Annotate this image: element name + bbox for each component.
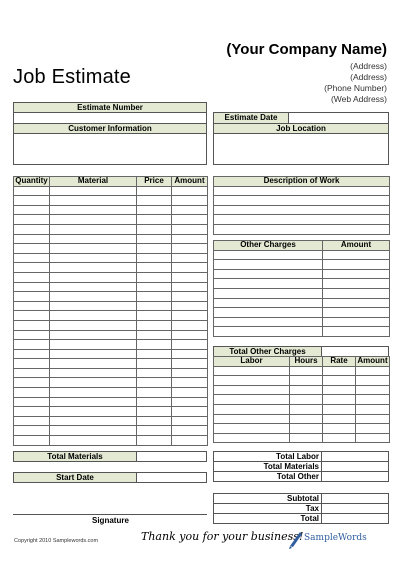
materials-cell[interactable]: [137, 282, 172, 292]
labor-cell[interactable]: [323, 404, 356, 414]
page-title: Job Estimate: [13, 66, 132, 88]
total-labor-label: Total Labor: [276, 452, 319, 461]
materials-cell[interactable]: [50, 282, 137, 292]
materials-cell[interactable]: [172, 272, 208, 282]
other-charges-cell[interactable]: [214, 269, 323, 279]
materials-cell[interactable]: [50, 426, 137, 436]
materials-cell[interactable]: [14, 301, 50, 311]
labor-cell[interactable]: [356, 366, 390, 376]
materials-row: [14, 416, 208, 426]
customer-information-header: Customer Information: [13, 123, 207, 134]
materials-row: [14, 234, 208, 244]
materials-cell[interactable]: [137, 388, 172, 398]
start-date-label: Start Date: [13, 472, 137, 483]
materials-cell[interactable]: [50, 330, 137, 340]
description-row: [214, 205, 390, 215]
other-charges-row: [214, 279, 390, 289]
materials-row: [14, 196, 208, 206]
logo-text: SampleWords: [304, 533, 367, 543]
materials-cell[interactable]: [14, 205, 50, 215]
materials-row: [14, 320, 208, 330]
labor-cell[interactable]: [356, 404, 390, 414]
materials-cell[interactable]: [50, 234, 137, 244]
labor-row: [214, 433, 390, 443]
other-charges-cell[interactable]: [323, 269, 390, 279]
materials-cell[interactable]: [50, 397, 137, 407]
estimate-date-header: Estimate Date: [213, 112, 289, 124]
labor-cell[interactable]: [290, 366, 323, 376]
description-cell[interactable]: [214, 215, 390, 225]
materials-cell[interactable]: [137, 407, 172, 417]
other-charges-cell[interactable]: [214, 288, 323, 298]
materials-cell[interactable]: [172, 282, 208, 292]
materials-cell[interactable]: [137, 311, 172, 321]
labor-cell[interactable]: [323, 376, 356, 386]
description-cell[interactable]: [214, 205, 390, 215]
labor-amount-header: Amount: [357, 356, 388, 366]
labor-cell[interactable]: [323, 433, 356, 443]
materials-cell[interactable]: [172, 368, 208, 378]
total-other-label: Total Other: [276, 472, 319, 481]
other-charges-cell[interactable]: [323, 298, 390, 308]
labor-cell[interactable]: [290, 376, 323, 386]
labor-cell[interactable]: [290, 404, 323, 414]
labor-cell[interactable]: [356, 424, 390, 434]
materials-cell[interactable]: [14, 416, 50, 426]
materials-cell[interactable]: [137, 349, 172, 359]
other-charges-cell[interactable]: [323, 327, 390, 337]
other-charges-cell[interactable]: [214, 279, 323, 289]
other-charges-cell[interactable]: [214, 327, 323, 337]
materials-row: [14, 224, 208, 234]
materials-cell[interactable]: [14, 263, 50, 273]
materials-cell[interactable]: [14, 196, 50, 206]
materials-cell[interactable]: [14, 397, 50, 407]
other-charges-cell[interactable]: [214, 260, 323, 270]
job-location-header: Job Location: [213, 123, 389, 134]
total-field[interactable]: [321, 513, 389, 524]
other-charges-cell[interactable]: [214, 298, 323, 308]
other-charges-header: Other Charges: [214, 241, 323, 251]
materials-cell[interactable]: [14, 320, 50, 330]
materials-cell[interactable]: [137, 416, 172, 426]
materials-row: [14, 378, 208, 388]
other-charges-table: [213, 240, 390, 337]
materials-cell[interactable]: [172, 311, 208, 321]
other-charges-row: [214, 327, 390, 337]
samplewords-logo: [288, 528, 368, 550]
total-label: Total: [300, 514, 319, 523]
labor-cell[interactable]: [356, 385, 390, 395]
materials-cell[interactable]: [50, 224, 137, 234]
materials-cell[interactable]: [137, 186, 172, 196]
materials-cell[interactable]: [50, 244, 137, 254]
materials-cell[interactable]: [137, 196, 172, 206]
job-location-field[interactable]: [213, 133, 389, 165]
other-charges-row: [214, 260, 390, 270]
web-address: (Web Address): [330, 94, 387, 104]
materials-cell[interactable]: [172, 301, 208, 311]
materials-cell[interactable]: [50, 407, 137, 417]
labor-cell[interactable]: [356, 414, 390, 424]
materials-cell[interactable]: [172, 407, 208, 417]
labor-cell[interactable]: [290, 414, 323, 424]
materials-cell[interactable]: [14, 292, 50, 302]
materials-row: [14, 388, 208, 398]
materials-cell[interactable]: [172, 234, 208, 244]
materials-cell[interactable]: [14, 215, 50, 225]
materials-cell[interactable]: [137, 378, 172, 388]
materials-cell[interactable]: [172, 320, 208, 330]
labor-cell[interactable]: [356, 376, 390, 386]
total-materials-label: Total Materials: [13, 451, 137, 462]
materials-row: [14, 426, 208, 436]
labor-header: Labor: [214, 357, 290, 367]
materials-row: [14, 253, 208, 263]
labor-cell[interactable]: [323, 414, 356, 424]
materials-cell[interactable]: [172, 388, 208, 398]
quantity-header: Quantity: [15, 176, 48, 186]
labor-table: [213, 356, 390, 443]
materials-row: [14, 349, 208, 359]
labor-cell[interactable]: [214, 424, 290, 434]
materials-cell[interactable]: [137, 224, 172, 234]
materials-row: [14, 407, 208, 417]
materials-cell[interactable]: [50, 196, 137, 206]
materials-cell[interactable]: [14, 282, 50, 292]
materials-cell[interactable]: [137, 320, 172, 330]
labor-cell[interactable]: [214, 404, 290, 414]
labor-row: [214, 366, 390, 376]
material-header: Material: [50, 177, 137, 187]
materials-cell[interactable]: [50, 263, 137, 273]
materials-cell[interactable]: [172, 330, 208, 340]
materials-cell[interactable]: [172, 263, 208, 273]
subtotal-label: Subtotal: [287, 494, 319, 503]
signature-label: Signature: [92, 516, 129, 525]
labor-row: [214, 414, 390, 424]
materials-cell[interactable]: [14, 234, 50, 244]
materials-cell[interactable]: [14, 436, 50, 446]
description-cell[interactable]: [214, 186, 390, 196]
materials-cell[interactable]: [50, 272, 137, 282]
total-materials-right-label: Total Materials: [263, 462, 319, 471]
materials-cell[interactable]: [50, 292, 137, 302]
materials-cell[interactable]: [50, 340, 137, 350]
other-charges-row: [214, 288, 390, 298]
labor-cell[interactable]: [323, 395, 356, 405]
materials-cell[interactable]: [172, 224, 208, 234]
materials-cell[interactable]: [14, 186, 50, 196]
materials-cell[interactable]: [14, 311, 50, 321]
materials-cell[interactable]: [137, 215, 172, 225]
other-charges-row: [214, 308, 390, 318]
materials-cell[interactable]: [172, 349, 208, 359]
materials-cell[interactable]: [50, 320, 137, 330]
total-row: [213, 513, 322, 524]
company-name: (Your Company Name): [226, 41, 387, 58]
materials-cell[interactable]: [50, 311, 137, 321]
labor-cell[interactable]: [214, 395, 290, 405]
materials-cell[interactable]: [137, 292, 172, 302]
hours-header: Hours: [290, 357, 323, 367]
labor-cell[interactable]: [356, 395, 390, 405]
other-charges-cell[interactable]: [323, 250, 390, 260]
materials-cell[interactable]: [14, 378, 50, 388]
start-date-field[interactable]: [136, 472, 207, 483]
materials-row: [14, 397, 208, 407]
other-charges-row: [214, 250, 390, 260]
amount-header: Amount: [172, 177, 208, 187]
description-row: [214, 196, 390, 206]
total-other-field[interactable]: [321, 471, 389, 482]
materials-cell[interactable]: [50, 416, 137, 426]
materials-cell[interactable]: [14, 349, 50, 359]
materials-cell[interactable]: [50, 359, 137, 369]
materials-row: [14, 311, 208, 321]
materials-cell[interactable]: [172, 426, 208, 436]
other-charges-cell[interactable]: [214, 317, 323, 327]
labor-cell[interactable]: [290, 424, 323, 434]
materials-cell[interactable]: [172, 244, 208, 254]
description-cell[interactable]: [214, 224, 390, 234]
other-charges-row: [214, 298, 390, 308]
labor-cell[interactable]: [323, 424, 356, 434]
materials-cell[interactable]: [14, 407, 50, 417]
materials-row: [14, 205, 208, 215]
labor-cell[interactable]: [323, 366, 356, 376]
tax-label: Tax: [305, 504, 319, 513]
materials-cell[interactable]: [172, 436, 208, 446]
materials-cell[interactable]: [50, 378, 137, 388]
materials-cell[interactable]: [14, 330, 50, 340]
labor-cell[interactable]: [290, 395, 323, 405]
materials-row: [14, 359, 208, 369]
labor-cell[interactable]: [290, 385, 323, 395]
materials-cell[interactable]: [50, 349, 137, 359]
labor-cell[interactable]: [323, 385, 356, 395]
other-charges-row: [214, 317, 390, 327]
phone-number: (Phone Number): [324, 83, 387, 93]
materials-cell[interactable]: [137, 205, 172, 215]
materials-cell[interactable]: [137, 436, 172, 446]
labor-row: [214, 385, 390, 395]
description-row: [214, 215, 390, 225]
materials-row: [14, 272, 208, 282]
other-charges-row: [214, 269, 390, 279]
labor-row: [214, 395, 390, 405]
labor-cell[interactable]: [214, 433, 290, 443]
customer-information-field[interactable]: [13, 133, 207, 165]
other-charges-cell[interactable]: [323, 260, 390, 270]
materials-cell[interactable]: [172, 196, 208, 206]
materials-row: [14, 436, 208, 446]
other-charges-cell[interactable]: [214, 250, 323, 260]
estimate-number-header: Estimate Number: [13, 102, 207, 113]
signature-line[interactable]: [13, 514, 207, 515]
materials-row: [14, 215, 208, 225]
materials-cell[interactable]: [172, 253, 208, 263]
labor-cell[interactable]: [214, 366, 290, 376]
labor-cell[interactable]: [214, 385, 290, 395]
materials-row: [14, 244, 208, 254]
materials-row: [14, 340, 208, 350]
materials-row: [14, 368, 208, 378]
materials-cell[interactable]: [50, 253, 137, 263]
materials-cell[interactable]: [14, 388, 50, 398]
materials-cell[interactable]: [137, 234, 172, 244]
materials-cell[interactable]: [14, 244, 50, 254]
materials-cell[interactable]: [14, 368, 50, 378]
materials-cell[interactable]: [14, 340, 50, 350]
materials-cell[interactable]: [14, 224, 50, 234]
materials-cell[interactable]: [172, 292, 208, 302]
materials-row: [14, 263, 208, 273]
materials-cell[interactable]: [137, 263, 172, 273]
materials-cell[interactable]: [14, 253, 50, 263]
materials-cell[interactable]: [172, 378, 208, 388]
materials-cell[interactable]: [137, 244, 172, 254]
description-cell[interactable]: [214, 196, 390, 206]
materials-cell[interactable]: [137, 397, 172, 407]
rate-header: Rate: [323, 357, 356, 367]
address-line-1: (Address): [350, 61, 387, 71]
materials-cell[interactable]: [172, 340, 208, 350]
materials-row: [14, 282, 208, 292]
materials-row: [14, 292, 208, 302]
other-charges-cell[interactable]: [323, 279, 390, 289]
materials-cell[interactable]: [50, 205, 137, 215]
materials-cell[interactable]: [172, 359, 208, 369]
materials-cell[interactable]: [172, 397, 208, 407]
labor-row: [214, 404, 390, 414]
labor-row: [214, 376, 390, 386]
labor-cell[interactable]: [214, 376, 290, 386]
materials-cell[interactable]: [137, 340, 172, 350]
labor-cell[interactable]: [214, 414, 290, 424]
materials-cell[interactable]: [14, 426, 50, 436]
labor-row: [214, 424, 390, 434]
description-of-work-header: Description of Work: [214, 177, 390, 187]
materials-cell[interactable]: [137, 368, 172, 378]
materials-cell[interactable]: [172, 416, 208, 426]
materials-cell[interactable]: [50, 436, 137, 446]
materials-row: [14, 186, 208, 196]
materials-cell[interactable]: [50, 215, 137, 225]
other-charges-cell[interactable]: [323, 317, 390, 327]
thank-you-message: Thank you for your business!: [141, 530, 304, 543]
total-other-charges-label: Total Other Charges: [213, 346, 322, 357]
materials-cell[interactable]: [50, 301, 137, 311]
materials-cell[interactable]: [137, 301, 172, 311]
description-row: [214, 224, 390, 234]
description-row: [214, 186, 390, 196]
materials-cell[interactable]: [14, 272, 50, 282]
materials-cell[interactable]: [50, 368, 137, 378]
other-charges-cell[interactable]: [323, 308, 390, 318]
materials-cell[interactable]: [137, 426, 172, 436]
materials-cell[interactable]: [50, 186, 137, 196]
materials-row: [14, 301, 208, 311]
labor-cell[interactable]: [356, 433, 390, 443]
address-line-2: (Address): [350, 72, 387, 82]
materials-cell[interactable]: [137, 272, 172, 282]
materials-cell[interactable]: [172, 186, 208, 196]
materials-row: [14, 330, 208, 340]
materials-cell[interactable]: [14, 359, 50, 369]
price-header: Price: [137, 177, 172, 187]
materials-cell[interactable]: [172, 205, 208, 215]
materials-cell[interactable]: [137, 359, 172, 369]
materials-cell[interactable]: [50, 388, 137, 398]
materials-cell[interactable]: [137, 253, 172, 263]
other-charges-cell[interactable]: [214, 308, 323, 318]
materials-cell[interactable]: [137, 330, 172, 340]
total-materials-field[interactable]: [136, 451, 207, 462]
materials-table: [13, 176, 208, 446]
materials-cell[interactable]: [172, 215, 208, 225]
other-charges-cell[interactable]: [323, 288, 390, 298]
labor-cell[interactable]: [290, 433, 323, 443]
copyright-text: Copyright 2010 Samplewords.com: [14, 538, 99, 544]
description-of-work-table: [213, 176, 390, 235]
other-amount-header: Amount: [323, 241, 390, 251]
total-other-row: [213, 471, 322, 482]
